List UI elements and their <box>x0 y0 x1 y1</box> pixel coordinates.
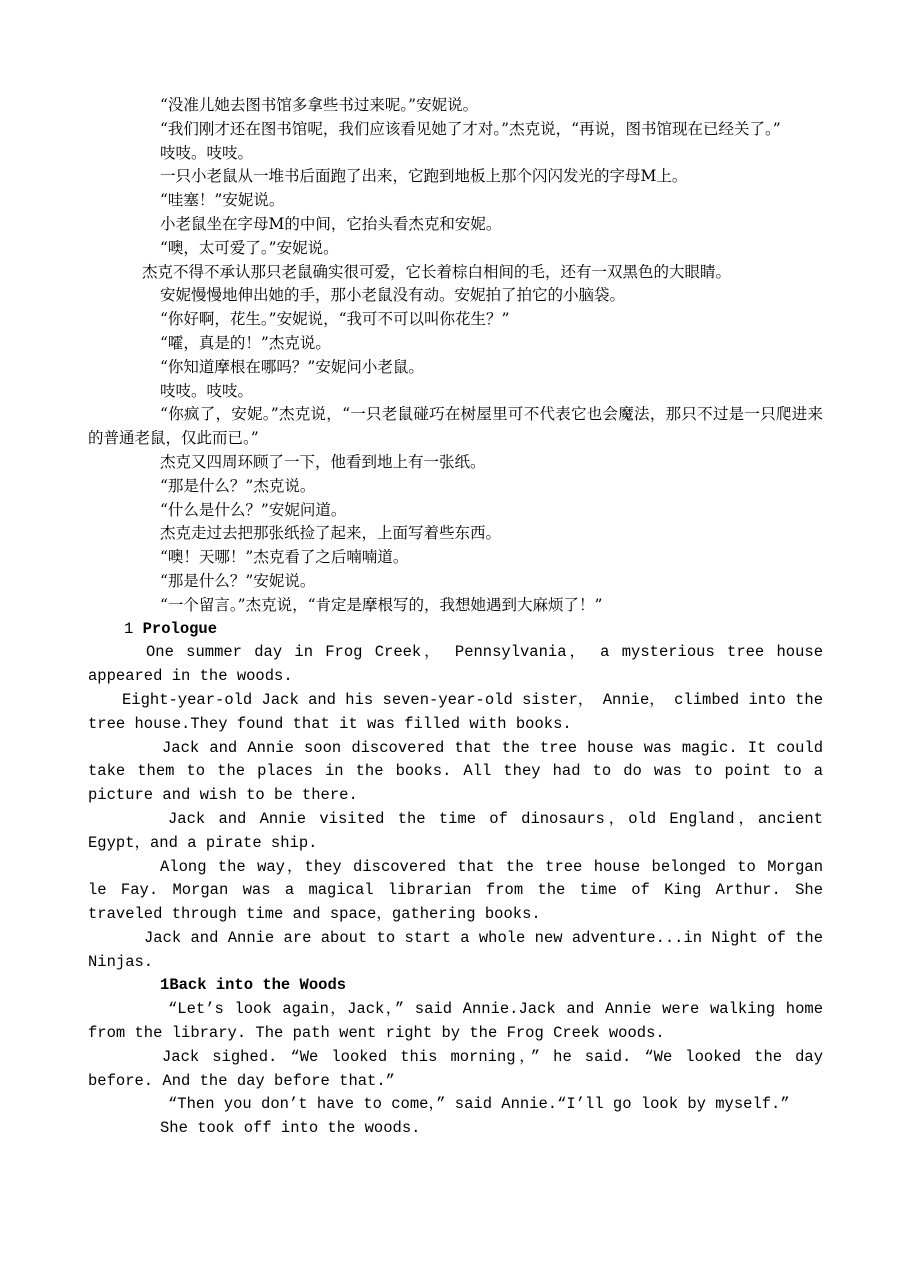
prologue-heading <box>88 618 823 642</box>
prologue-number: 1 <box>124 619 134 638</box>
prologue-paragraph-5: Along the way，they discovered that the tree house belonged to Morgan le Fay. Morgan was a magical librarian from the time of King Arthur. She traveled through time and space，gathering books. <box>88 857 823 924</box>
chapter-heading <box>88 974 823 998</box>
paragraph-zh-5: “哇塞！”安妮说。 <box>160 191 285 210</box>
chapter-paragraph-2: Jack sighed. “We looked this morning，” he said. “We looked the day before. And the day before that.” <box>88 1047 823 1090</box>
chapter-paragraph-1: “Let’s look again，Jack，” said Annie.Jack and Annie were walking home from the library. The path went right by the Frog Creek woods. <box>88 1000 823 1043</box>
paragraph-zh-3: 吱吱。吱吱。 <box>160 143 254 162</box>
paragraph-zh-21: “一个留言。”杰克说，“肯定是摩根写的，我想她遇到大麻烦了！” <box>160 595 603 614</box>
paragraph-zh-4: 一只小老鼠从一堆书后面跑了出来，它跑到地板上那个闪闪发光的字母M上。 <box>160 167 688 186</box>
prologue-paragraph-4: Jack and Annie visited the time of dinosaurs，old England，ancient Egypt，and a pirate ship. <box>88 809 823 852</box>
prologue-paragraph-1: One summer day in Frog Creek， Pennsylvania， a mysterious tree house appeared in the woods. <box>88 643 823 686</box>
paragraph-zh-1: “没准儿她去图书馆多拿些书过来呢。”安妮说。 <box>160 96 479 114</box>
prologue-paragraph-3: Jack and Annie soon discovered that the tree house was magic. It could take them to the places in the books. All they had to do was to point to a picture and wish to be there. <box>88 738 823 805</box>
paragraph-zh-9: 安妮慢慢地伸出她的手，那小老鼠没有动。安妮拍了拍它的小脑袋。 <box>160 286 626 305</box>
chapter-paragraph-3: “Then you don’t have to come，” said Annie.“I’ll go look by myself.” <box>168 1095 790 1114</box>
chapter-title: Back into the Woods <box>169 976 347 995</box>
document-body <box>88 94 823 1141</box>
paragraph-zh-16: “那是什么？”杰克说。 <box>160 476 316 495</box>
chapter-number: 1 <box>160 976 170 995</box>
paragraph-zh-10: “你好啊，花生。”安妮说，“我可不可以叫你花生？” <box>160 310 510 329</box>
paragraph-zh-14: “你疯了，安妮。”杰克说，“一只老鼠碰巧在树屋里可不代表它也会魔法，那只不过是一只爬进来的普通老鼠，仅此而已。” <box>88 405 823 448</box>
paragraph-zh-2: “我们刚才还在图书馆呢，我们应该看见她了才对。”杰克说，“再说，图书馆现在已经关了。” <box>160 119 781 138</box>
paragraph-zh-18: 杰克走过去把那张纸捡了起来，上面写着些东西。 <box>160 524 502 543</box>
prologue-title: Prologue <box>142 619 218 638</box>
chapter-paragraph-4: She took off into the woods. <box>160 1119 421 1138</box>
paragraph-zh-17: “什么是什么？”安妮问道。 <box>160 500 347 519</box>
paragraph-zh-12: “你知道摩根在哪吗？”安妮问小老鼠。 <box>160 357 424 376</box>
paragraph-zh-20: “那是什么？”安妮说。 <box>160 571 316 590</box>
prologue-paragraph-2: Eight-year-old Jack and his seven-year-old sister， Annie， climbed into the tree house.They found that it was filled with books. <box>88 690 823 733</box>
paragraph-zh-15: 杰克又四周环顾了一下，他看到地上有一张纸。 <box>160 452 486 471</box>
paragraph-zh-13: 吱吱。吱吱。 <box>160 381 254 400</box>
paragraph-zh-6: 小老鼠坐在字母M的中间，它抬头看杰克和安妮。 <box>160 214 502 233</box>
paragraph-zh-7: “噢，太可爱了。”安妮说。 <box>160 238 339 257</box>
paragraph-zh-8: 杰克不得不承认那只老鼠确实很可爱，它长着棕白相间的毛，还有一双黑色的大眼睛。 <box>142 262 732 281</box>
prologue-paragraph-6: Jack and Annie are about to start a whole new adventure...in Night of the Ninjas. <box>88 928 824 971</box>
paragraph-zh-11: “嚯，真是的！”杰克说。 <box>160 333 331 352</box>
paragraph-zh-19: “噢！天哪！”杰克看了之后喃喃道。 <box>160 548 409 567</box>
